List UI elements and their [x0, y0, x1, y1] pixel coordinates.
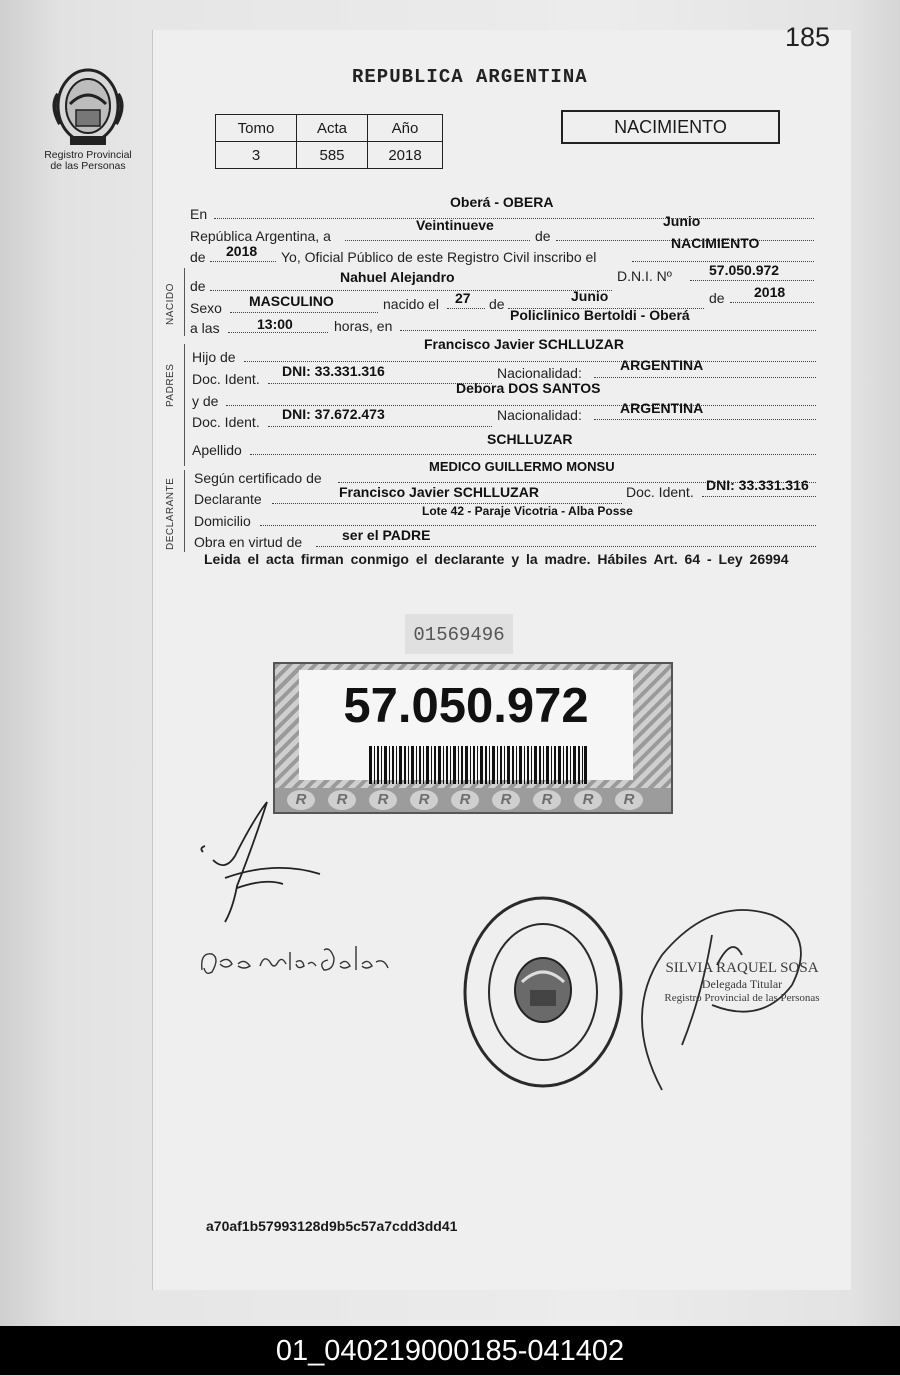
registry-value: 3 [216, 142, 297, 169]
certificate-type: NACIMIENTO [561, 110, 780, 144]
fill-line [250, 454, 816, 455]
value-day-text: Veintinueve [416, 217, 494, 233]
sticker-number: 57.050.972 [343, 679, 589, 733]
label-y-de: y de [192, 393, 219, 409]
section-title-born: NACIDO [165, 283, 176, 325]
fill-line [244, 361, 816, 362]
dni-sticker [273, 662, 673, 814]
value-capacity: ser el PADRE [342, 527, 431, 543]
country-title: REPUBLICA ARGENTINA [352, 66, 588, 88]
label-a-las: a las [190, 320, 220, 336]
fill-line [447, 308, 485, 309]
value-act-type: NACIMIENTO [671, 235, 760, 251]
security-mark: R [492, 790, 520, 810]
label-oficial: Yo, Oficial Público de este Registro Civil inscribo el [281, 249, 597, 265]
label-segun: Según certificado de [194, 470, 322, 486]
registry-header-row [216, 115, 443, 142]
value-birth-place: Policlinico Bertoldi - Oberá [510, 307, 690, 323]
logo-caption-line1: Registro Provincial [44, 149, 132, 161]
registry-header: Acta [297, 115, 368, 142]
mother-signature [198, 932, 398, 982]
serial-number: 01569496 [405, 614, 513, 654]
section-divider [184, 470, 185, 552]
value-surname: SCHLLUZAR [487, 431, 573, 447]
label-obra: Obra en virtud de [194, 534, 303, 550]
page-number: 185 [784, 22, 830, 52]
section-divider [184, 344, 185, 466]
label-de: de [535, 228, 551, 244]
security-mark: R [287, 790, 315, 810]
label-apellido: Apellido [192, 442, 242, 458]
label-sexo: Sexo [190, 300, 222, 316]
label-republica: República Argentina, a [190, 228, 331, 244]
value-address: Lote 42 - Paraje Vicotria - Alba Posse [422, 504, 633, 518]
sticker-panel [299, 670, 633, 780]
label-de: de [489, 296, 505, 312]
fill-line [228, 332, 328, 333]
value-declarant-doc: DNI: 33.331.316 [706, 477, 809, 493]
security-mark: R [574, 790, 602, 810]
official-organization: Registro Provincial de las Personas [664, 992, 820, 1004]
footer-file-id: 01_040219000185-041402 [0, 1326, 900, 1375]
label-nacionalidad: Nacionalidad: [497, 407, 582, 423]
security-mark: R [451, 790, 479, 810]
official-name: SILVIA RAQUEL SOSA [665, 960, 819, 976]
official-stamp-text [642, 960, 842, 1004]
section-title-declarant: DECLARANTE [165, 477, 176, 550]
official-role: Delegada Titular [701, 977, 783, 991]
label-doc-ident: Doc. Ident. [626, 484, 694, 500]
value-year: 2018 [226, 243, 258, 259]
fill-line [210, 261, 276, 262]
fill-line [210, 290, 612, 291]
province-seal-icon [48, 64, 128, 150]
value-declarant: Francisco Javier SCHLLUZAR [339, 484, 539, 500]
fill-line [230, 312, 378, 313]
fill-line [345, 240, 530, 241]
value-birth-year: 2018 [754, 284, 786, 300]
fill-line [260, 525, 816, 526]
value-father: Francisco Javier SCHLLUZAR [424, 336, 624, 352]
value-sex: MASCULINO [249, 293, 334, 309]
value-mother-doc: DNI: 37.672.473 [282, 406, 385, 422]
label-en: En [190, 206, 208, 222]
fill-line [594, 419, 816, 420]
value-birth-day: 27 [455, 290, 471, 306]
registry-value: 585 [297, 142, 368, 169]
registry-header: Tomo [216, 115, 297, 142]
label-dni: D.N.I. Nº [617, 268, 672, 284]
registry-value-row [216, 142, 443, 169]
value-father-nationality: ARGENTINA [620, 357, 704, 373]
label-doc-ident: Doc. Ident. [192, 371, 260, 387]
label-nacido-el: nacido el [383, 296, 440, 312]
value-birth-month: Junio [571, 288, 609, 304]
label-domicilio: Domicilio [194, 513, 251, 529]
security-mark: R [615, 790, 643, 810]
registry-header: Año [368, 115, 443, 142]
value-certificate-by: MEDICO GUILLERMO MONSU [429, 459, 615, 474]
fill-line [268, 426, 492, 427]
closing-statement: Leida el acta firman conmigo el declarante y la madre. Hábiles Art. 64 - Ley 26994 [204, 551, 789, 567]
value-mother-nationality: ARGENTINA [620, 400, 704, 416]
security-mark: R [369, 790, 397, 810]
value-mother: Debora DOS SANTOS [456, 380, 601, 396]
label-de: de [709, 290, 725, 306]
label-de: de [190, 249, 206, 265]
logo-caption-line2: de las Personas [50, 160, 126, 172]
fill-line [702, 496, 816, 497]
registry-table [215, 114, 443, 169]
registry-value: 2018 [368, 142, 443, 169]
value-father-doc: DNI: 33.331.316 [282, 363, 385, 379]
label-hijo-de: Hijo de [192, 349, 236, 365]
section-divider [184, 268, 185, 336]
security-mark: R [410, 790, 438, 810]
sticker-security-band [275, 788, 671, 812]
label-de: de [190, 278, 206, 294]
fill-line [690, 280, 814, 281]
fill-line [400, 330, 816, 331]
value-month: Junio [663, 213, 701, 229]
fill-line [594, 377, 816, 378]
label-declarante: Declarante [194, 491, 262, 507]
certificate-sheet [152, 30, 851, 1290]
security-mark: R [533, 790, 561, 810]
registry-logo [38, 64, 138, 172]
official-stamp-icon [458, 892, 628, 1092]
section-title-parents: PADRES [165, 363, 176, 407]
fill-line [730, 302, 814, 303]
label-doc-ident: Doc. Ident. [192, 414, 260, 430]
value-child-name: Nahuel Alejandro [340, 269, 455, 285]
declarant-signature [195, 790, 330, 925]
document-hash: a70af1b57993128d9b5c57a7cdd3dd41 [206, 1218, 458, 1234]
label-horas-en: horas, en [334, 318, 393, 334]
value-child-dni: 57.050.972 [709, 262, 780, 278]
fill-line [214, 218, 814, 219]
security-mark: R [328, 790, 356, 810]
fill-line [316, 546, 816, 547]
value-time: 13:00 [257, 316, 293, 332]
barcode-icon [369, 746, 587, 784]
value-place: Oberá - OBERA [450, 194, 554, 210]
label-nacionalidad: Nacionalidad: [497, 365, 582, 381]
